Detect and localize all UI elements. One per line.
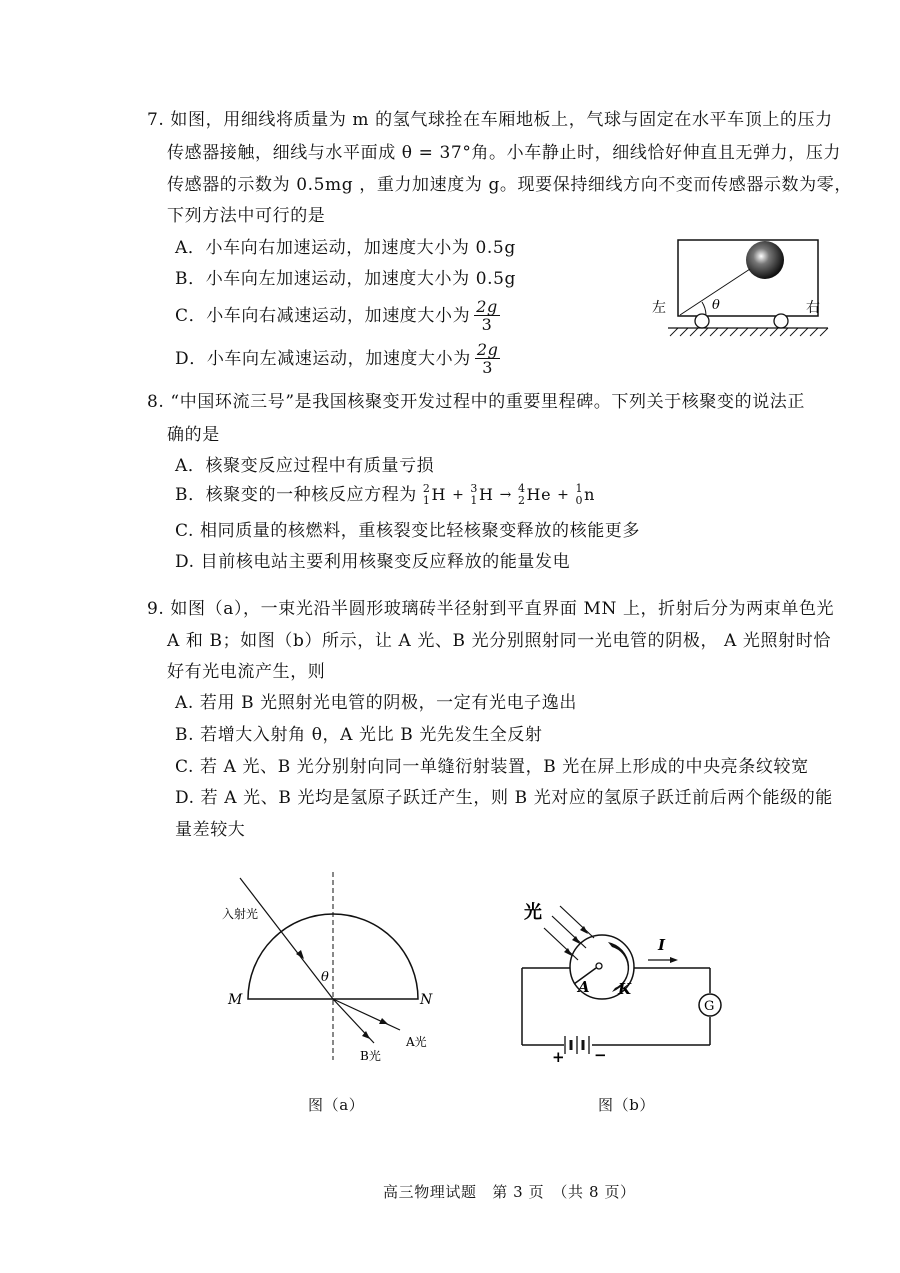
page-footer: 高三物理试题 第 3 页 （共 8 页） <box>383 1183 636 1201</box>
label-b-light: B光 <box>360 1049 381 1063</box>
q9-stem-line3: 好有光电流产生，则 <box>167 662 326 682</box>
q7-stem-line4: 下列方法中可行的是 <box>167 206 326 226</box>
mass-number: 4 <box>517 482 526 495</box>
incident-label: 入射光 <box>222 907 259 921</box>
figure-b-caption: 图（b） <box>598 1096 656 1114</box>
anode-label: A <box>578 978 590 996</box>
mass-number: 3 <box>470 482 479 495</box>
anode-a <box>596 963 602 969</box>
charge-number: 0 <box>575 494 584 507</box>
incident-arrow <box>296 950 304 959</box>
q8-stem-line2: 确的是 <box>167 425 220 445</box>
q7-option-c-text: C．小车向右减速运动，加速度大小为 <box>175 305 471 326</box>
q9-option-b: B. 若增大入射角 θ，A 光比 B 光先发生全反射 <box>175 725 543 745</box>
q8-option-b <box>175 483 596 507</box>
balloon <box>746 241 784 279</box>
fraction-denominator: 3 <box>482 358 494 377</box>
q7-option-a: A．小车向右加速运动，加速度大小为 0.5g <box>175 238 516 258</box>
q7-option-d <box>175 341 500 376</box>
fraction-numerator: 2g <box>476 297 498 316</box>
mass-number: 2 <box>422 482 431 495</box>
fraction-numerator: 2g <box>476 340 499 359</box>
q9-stem-line2: A 和 B；如图（b）所示，让 A 光、B 光分别照射同一光电管的阴极， A 光照射时恰 <box>167 631 831 651</box>
q7-option-c <box>175 298 500 333</box>
figure-b-circuit <box>514 890 734 1070</box>
q7-option-d-fraction <box>475 341 501 376</box>
reaction-arrow: → <box>499 487 512 503</box>
light-label: 光 <box>524 902 542 923</box>
wheel-right <box>774 314 788 328</box>
charge-number: 1 <box>422 494 431 507</box>
theta-label: θ <box>712 298 720 313</box>
charge-number: 1 <box>470 494 479 507</box>
q9-option-d-line1: D. 若 A 光、B 光均是氢原子跃迁产生，则 B 光对应的氢原子跃迁前后两个能级的能 <box>175 788 833 808</box>
q9-option-d-line2: 量差较大 <box>175 820 246 840</box>
q9-stem-line1: 9. 如图（a），一束光沿半圆形玻璃砖半径射到平直界面 MN 上，折射后分为两束单色光 <box>147 599 835 619</box>
element-symbol: n <box>584 485 596 504</box>
element-symbol: He <box>526 485 552 504</box>
plus-sign: + <box>452 487 465 503</box>
nuclide-neutron <box>576 483 596 507</box>
label-n: N <box>420 992 433 1008</box>
q7-stem-line2: 传感器接触，细线与水平面成 θ = 37°角。小车静止时，细线恰好伸直且无弹力，压力 <box>167 143 842 163</box>
q7-option-b: B．小车向左加速运动，加速度大小为 0.5g <box>175 269 517 289</box>
element-symbol: H <box>479 485 494 504</box>
ray-a <box>333 999 400 1030</box>
nuclide-he4 <box>518 483 551 507</box>
label-m: M <box>228 992 243 1008</box>
figure-a-semicircle <box>220 868 450 1064</box>
incident-ray <box>240 878 333 999</box>
cathode-label: K <box>618 980 632 998</box>
label-left: 左 <box>652 300 666 316</box>
nuclide-h3 <box>470 483 493 507</box>
q9-option-a: A. 若用 B 光照射光电管的阴极，一定有光电子逸出 <box>175 693 577 713</box>
battery <box>565 1036 589 1054</box>
theta-label: θ <box>321 970 329 985</box>
q8-option-b-text: B．核聚变的一种核反应方程为 <box>175 485 417 505</box>
label-a-light: A光 <box>406 1035 427 1049</box>
q7-option-d-text: D．小车向左减速运动，加速度大小为 <box>175 348 471 369</box>
q8-option-d: D. 目前核电站主要利用核聚变反应释放的能量发电 <box>175 552 571 572</box>
plus-sign: + <box>557 487 570 503</box>
cart-body <box>678 240 818 316</box>
q8-option-c: C. 相同质量的核燃料，重核裂变比轻核聚变释放的核能更多 <box>175 521 641 541</box>
q7-stem-line3: 传感器的示数为 0.5mg ，重力加速度为 g。现要保持细线方向不变而传感器示数为零， <box>167 175 852 195</box>
label-right: 右 <box>806 300 820 316</box>
wheel-left <box>695 314 709 328</box>
fraction-denominator: 3 <box>481 315 493 334</box>
element-symbol: H <box>431 485 447 504</box>
ground-hatch <box>670 328 828 336</box>
q7-option-c-fraction <box>474 298 500 333</box>
battery-minus: − <box>594 1046 607 1064</box>
galvanometer-label: G <box>704 999 715 1014</box>
q7-stem-line1: 7. 如图，用细线将质量为 m 的氢气球拴在车厢地板上，气球与固定在水平车顶上的压力 <box>147 110 833 130</box>
theta-arc <box>702 302 706 315</box>
q9-option-c: C. 若 A 光、B 光分别射向同一单缝衍射装置，B 光在屏上形成的中央亮条纹较宽 <box>175 757 809 777</box>
nuclide-h2 <box>423 483 446 507</box>
charge-number: 2 <box>517 494 526 507</box>
mass-number: 1 <box>575 482 584 495</box>
q7-cart-figure <box>640 232 840 344</box>
battery-plus: + <box>552 1048 565 1066</box>
q8-stem-line1: 8. “中国环流三号”是我国核聚变开发过程中的重要里程碑。下列关于核聚变的说法正 <box>147 392 806 412</box>
current-arrow-head <box>670 957 678 963</box>
current-label: I <box>658 936 666 954</box>
q8-option-a: A．核聚变反应过程中有质量亏损 <box>175 456 435 476</box>
figure-a-caption: 图（a） <box>308 1096 365 1114</box>
